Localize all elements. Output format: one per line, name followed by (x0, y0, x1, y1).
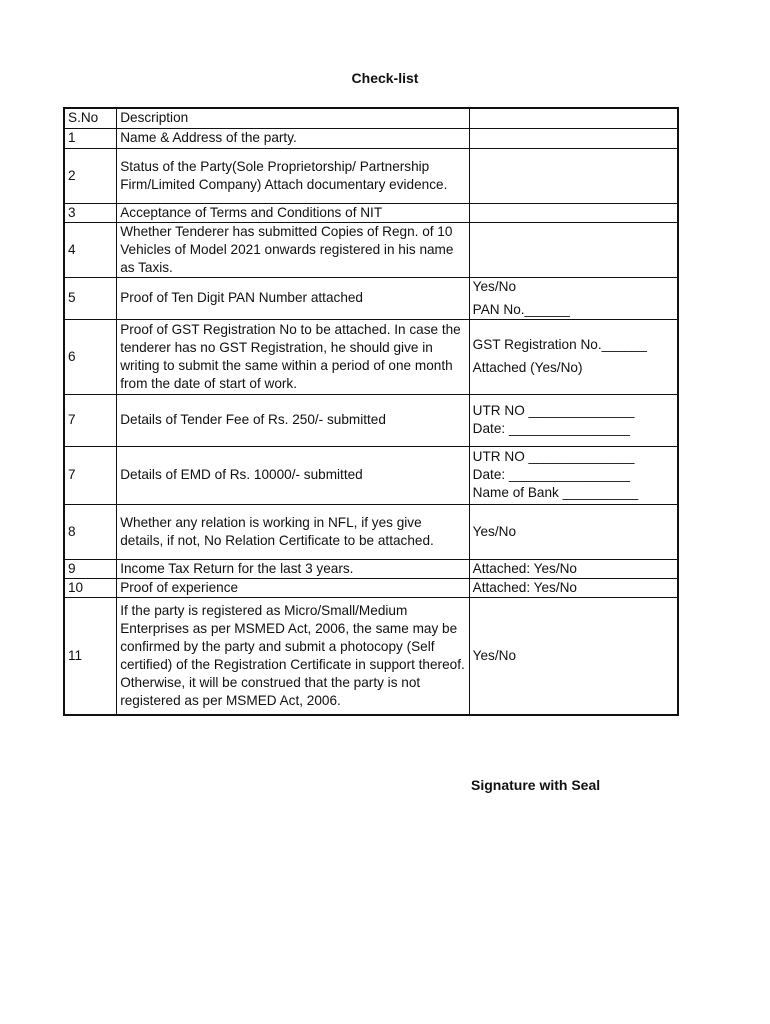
table-row (64, 504, 678, 559)
header-response (469, 108, 678, 128)
row-description: Income Tax Return for the last 3 years. (117, 559, 469, 578)
table-row (64, 394, 678, 446)
header-description: Description (117, 108, 469, 128)
response-line: Yes/No (472, 647, 517, 663)
response-line: UTR NO ______________ (472, 449, 635, 464)
row-description: Status of the Party(Sole Proprietorship/ Partnership Firm/Limited Company) Attach documentary evidence. (117, 148, 469, 203)
row-description: Details of EMD of Rs. 10000/- submitted (117, 446, 469, 504)
row-description: Acceptance of Terms and Conditions of NIT (117, 203, 469, 222)
page-title: Check-list (351, 70, 419, 86)
row-sno: 11 (64, 597, 117, 715)
table-row (64, 128, 678, 148)
row-sno: 8 (64, 504, 117, 559)
row-description: Whether any relation is working in NFL, if yes give details, if not, No Relation Certificate to be attached. (117, 504, 469, 559)
response-line: Attached: Yes/No (472, 579, 577, 595)
response-line: Date: ________________ (472, 421, 630, 436)
table-row (64, 148, 678, 203)
response-line: Attached (Yes/No) (472, 360, 583, 375)
row-sno: 4 (64, 222, 117, 277)
table-row (64, 277, 678, 319)
response-line: GST Registration No.______ (472, 337, 647, 352)
row-sno: 3 (64, 203, 117, 222)
table-row (64, 319, 678, 394)
table-row (64, 446, 678, 504)
row-response[interactable] (469, 319, 678, 394)
response-line: Yes/No (472, 278, 517, 294)
row-sno: 2 (64, 148, 117, 203)
table-row (64, 559, 678, 578)
table-header-row (64, 108, 678, 128)
row-response[interactable] (469, 504, 678, 559)
row-response[interactable] (469, 578, 678, 597)
response-line: Attached: Yes/No (472, 560, 577, 576)
row-description: Proof of experience (117, 578, 469, 597)
row-response[interactable] (469, 222, 678, 277)
row-response[interactable] (469, 394, 678, 446)
signature-label: Signature with Seal (471, 777, 601, 793)
row-sno: 1 (64, 128, 117, 148)
checklist-table (63, 107, 679, 716)
row-sno: 6 (64, 319, 117, 394)
row-response[interactable] (469, 446, 678, 504)
header-sno: S.No (64, 108, 117, 128)
row-response[interactable] (469, 128, 678, 148)
row-description: Proof of GST Registration No to be attached. In case the tenderer has no GST Registration, he should give in writing to submit the same within a period of one month from the date of start of work. (117, 319, 469, 394)
table-row (64, 578, 678, 597)
response-line: Yes/No (472, 523, 517, 539)
row-response[interactable] (469, 148, 678, 203)
table-row (64, 203, 678, 222)
row-sno: 9 (64, 559, 117, 578)
response-line: Date: ________________ (472, 467, 630, 482)
response-line: Name of Bank __________ (472, 485, 639, 500)
row-description: Proof of Ten Digit PAN Number attached (117, 277, 469, 319)
row-sno: 7 (64, 394, 117, 446)
row-sno: 7 (64, 446, 117, 504)
response-line: UTR NO ______________ (472, 403, 635, 418)
row-description: If the party is registered as Micro/Small/Medium Enterprises as per MSMED Act, 2006, the same may be confirmed by the party and submit a photocopy (Self certified) of the Registration Certificate in support thereof. Otherwise, it will be construed that the party is not registered as per MSMED Act, 2006. (117, 597, 469, 715)
row-description: Name & Address of the party. (117, 128, 469, 148)
row-response[interactable] (469, 559, 678, 578)
row-response[interactable] (469, 277, 678, 319)
row-response[interactable] (469, 597, 678, 715)
row-description: Details of Tender Fee of Rs. 250/- submitted (117, 394, 469, 446)
response-line: PAN No.______ (472, 301, 570, 317)
table-row (64, 222, 678, 277)
checklist-rows (64, 128, 678, 715)
table-row (64, 597, 678, 715)
row-sno: 10 (64, 578, 117, 597)
row-sno: 5 (64, 277, 117, 319)
row-description: Whether Tenderer has submitted Copies of Regn. of 10 Vehicles of Model 2021 onwards registered in his name as Taxis. (117, 222, 469, 277)
row-response[interactable] (469, 203, 678, 222)
